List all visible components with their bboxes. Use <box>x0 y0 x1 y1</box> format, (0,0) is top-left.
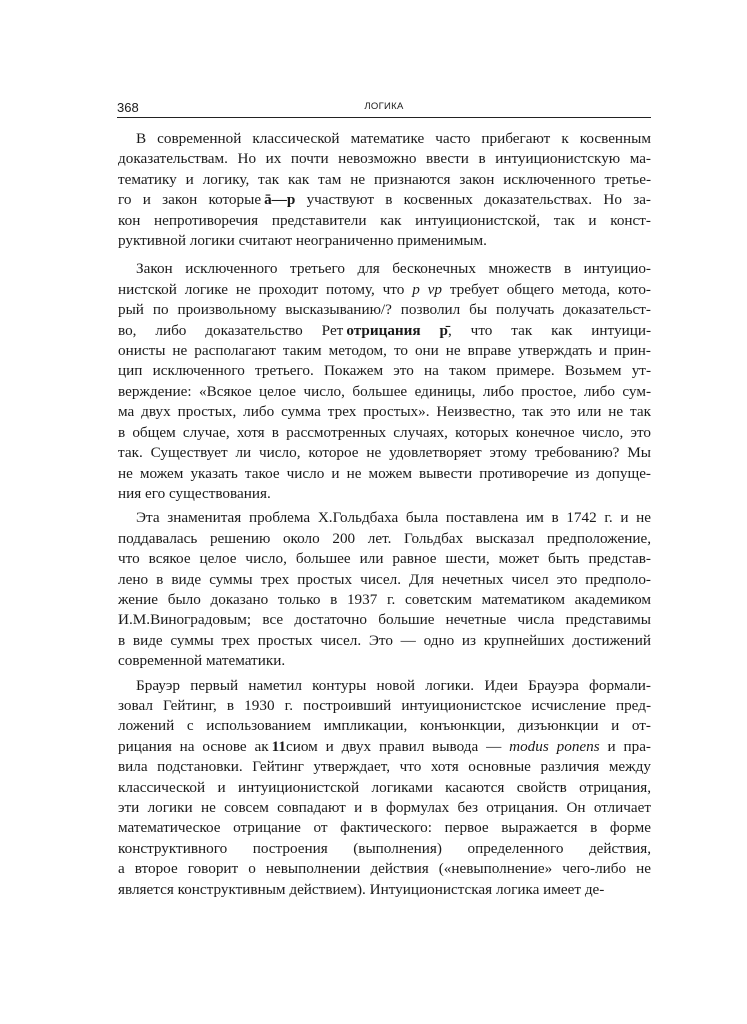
text-line: тематику и логику, так как там не признаются закон исключенного третье- <box>118 170 651 188</box>
text-line: В современной классической математике часто прибегают к косвенным <box>136 130 651 147</box>
page-body <box>118 129 651 900</box>
paragraph <box>118 508 651 671</box>
text-line: кон непротиворечия представители как интуиционистской, так и конст- <box>118 211 651 229</box>
running-title: ЛОГИКА <box>364 101 404 112</box>
text-line: ма двух простых, либо сумма трех простых». Неизвестно, так это или не так <box>118 403 651 421</box>
text-line: го и закон которые ā—p участвуют в косвенных доказательствах. Но за- <box>118 191 651 209</box>
text-line: в виде суммы трех простых чисел. Это — одно из крупнейших достижений <box>118 631 651 649</box>
overprinted-text: ет отрицания р̄ <box>329 321 448 339</box>
paragraph <box>118 259 651 504</box>
text-line: является конструктивным действием). Интуиционистская логика имеет де- <box>118 880 605 898</box>
text-line: Закон исключенного третьего для бесконечных множеств в интуицио- <box>136 260 651 278</box>
paragraph <box>118 129 651 251</box>
overprinted-text: которые ā—p <box>208 191 296 209</box>
text-line: конструктивного построения (выполнения) определенного действия, <box>118 839 651 857</box>
text-line: не можем указать такое число и не можем вывести противоречие из допуще- <box>118 464 651 482</box>
text-line: в общем случае, хотя в рассмотренных случаях, которых конечное число, это <box>118 423 651 441</box>
text-line: онисты не располагают таким методом, то они не вправе утверждать и прин- <box>118 342 651 360</box>
text-line: нистской логике не проходит потому, что p vp требует общего метода, кото- <box>118 280 651 298</box>
text-line: эти логики не совсем совпадают и в формулах без отрицания. Он отличает <box>118 799 651 816</box>
text-line: цип исключенного третьего. Покажем это на таком примере. Возьмем ут- <box>118 362 651 380</box>
paragraph <box>118 676 651 900</box>
text-line: современной математики. <box>118 652 286 670</box>
text-line: Эта знаменитая проблема Х.Гольдбаха была поставлена им в 1742 г. и не <box>136 509 651 527</box>
text-line: руктивной логики считают неограниченно применимым. <box>118 232 487 250</box>
text-line: верждение: «Всякое целое число, большее единицы, либо простое, либо сум- <box>118 382 651 400</box>
overprinted-text: ак 11 <box>254 737 286 755</box>
text-line: вила подстановки. Гейтинг утверждает, что хотя основные различия между <box>118 758 651 776</box>
italic-term: p vp <box>412 280 442 298</box>
page-number: 368 <box>117 100 139 115</box>
text-line: математическое отрицание от фактического: первое выражается в форме <box>118 819 651 837</box>
page-header <box>117 98 651 118</box>
text-line: зовал Гейтинг, в 1930 г. построивший интуиционистское исчисление пред- <box>118 696 651 714</box>
text-line: поддавалась решению около 200 лет. Гольдбах высказал предположение, <box>118 529 651 547</box>
text-line: ложений с использованием импликации, конъюнкции, дизъюнкции и от- <box>118 717 651 735</box>
italic-term: modus ponens <box>509 737 600 755</box>
text-line: а второе говорит о невыполнении действия («невыполнение» чего-либо не <box>118 860 651 878</box>
text-line: жение было доказано только в 1937 г. советским математиком академиком <box>118 590 651 608</box>
text-line: во, либо доказательство Рет отрицания р̄, что так как интуици- <box>118 321 652 339</box>
text-line: классической и интуиционистской логиками касаются свойств отрицания, <box>118 778 651 796</box>
text-line: что всякое целое число, большее или равное шести, может быть представ- <box>118 550 651 568</box>
text-line: доказательствам. Но их почти невозможно ввести в интуиционистскую ма- <box>118 150 651 168</box>
text-line: лено в виде суммы трех простых чисел. Для нечетных чисел это предполо- <box>118 570 651 588</box>
text-line: рый по произвольному высказыванию/? позволил бы получать доказательст- <box>118 301 651 319</box>
text-line: рицания на основе ак 11сиом и двух правил вывода — modus ponens и пра- <box>118 737 651 755</box>
text-line: Брауэр первый наметил контуры новой логики. Идеи Брауэра формали- <box>136 676 651 694</box>
text-line: И.М.Виноградовым; все достаточно большие нечетные числа представимы <box>118 611 651 629</box>
text-line: ния его существования. <box>118 484 271 502</box>
text-line: так. Существует ли число, которое не удовлетворяет этому требованию? Мы <box>118 444 651 462</box>
